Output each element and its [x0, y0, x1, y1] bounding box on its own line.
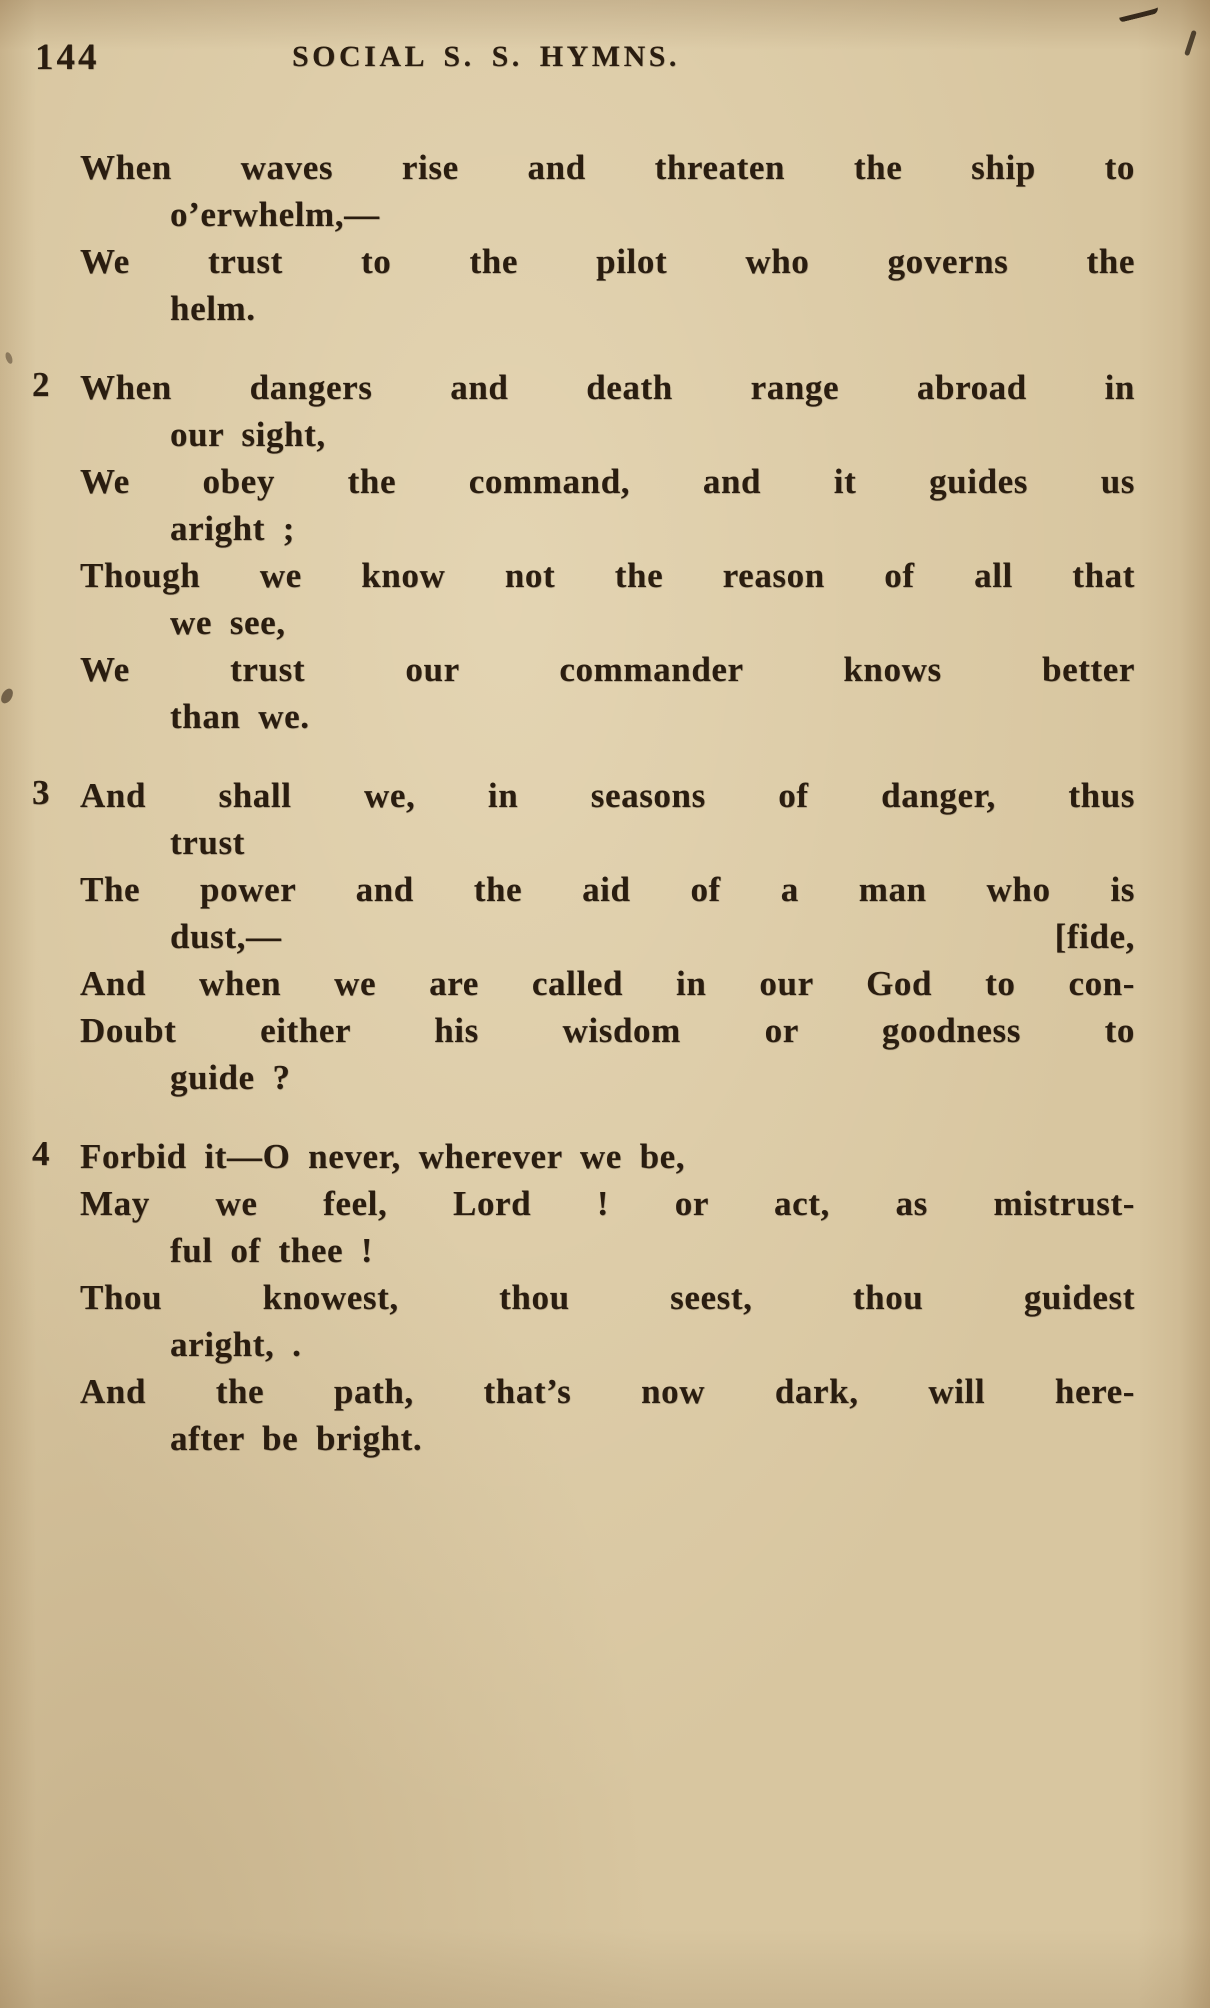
hymn-verse [32, 1133, 1135, 1462]
verse-line-text: We trust our commander knows better [80, 650, 1135, 689]
verse-line-text: we see, [170, 603, 286, 642]
verse-line-text: When dangers and death range abroad in [80, 368, 1135, 407]
verse-line-text: We obey the command, and it guides us [80, 462, 1135, 501]
verse-line [80, 866, 1135, 913]
verse-line [80, 960, 1135, 1007]
verse-line-text: And the path, that’s now dark, will here- [80, 1372, 1135, 1411]
verse-line [80, 285, 1135, 332]
verse-line-text: guide ? [170, 1058, 291, 1097]
scan-mark-corner [1117, 0, 1159, 23]
scan-mark-edge [1184, 30, 1197, 56]
verse-line [80, 505, 1135, 552]
verse-line [80, 772, 1135, 819]
hymn-verse [80, 144, 1135, 332]
verse-line [80, 1368, 1135, 1415]
page-number: 144 [35, 37, 100, 78]
hymn-verse [32, 364, 1135, 740]
verse-line-text: aright, . [170, 1325, 302, 1364]
verse-line [80, 1133, 1135, 1180]
verse-line-text: When waves rise and threaten the ship to [80, 148, 1135, 187]
scan-mark-left-2 [4, 351, 14, 364]
verse-line-text: o’erwhelm,— [170, 195, 380, 234]
verse-line [80, 1007, 1135, 1054]
verse-line-text: helm. [170, 289, 256, 328]
page-header [35, 36, 1135, 88]
verse-line-text: May we feel, Lord ! or act, as mistrust- [80, 1184, 1135, 1223]
hymn-text [32, 144, 1135, 1462]
verse-line [80, 1054, 1135, 1101]
verse-line [80, 411, 1135, 458]
verse-line [80, 1227, 1135, 1274]
verse-line-text: after be bright. [170, 1419, 423, 1458]
verse-number: 4 [32, 1134, 50, 1173]
verse-line-text: Forbid it—O never, wherever we be, [80, 1137, 686, 1176]
verse-line-text: And shall we, in seasons of danger, thus [80, 776, 1135, 815]
running-title: SOCIAL S. S. HYMNS. [292, 40, 680, 73]
verse-line-text: than we. [170, 697, 310, 736]
verse-line [80, 238, 1135, 285]
verse-line [80, 599, 1135, 646]
verse-line [80, 1274, 1135, 1321]
verse-line [80, 693, 1135, 740]
verse-line [80, 646, 1135, 693]
verse-line-text: And when we are called in our God to con- [80, 964, 1135, 1003]
verse-number: 3 [32, 773, 50, 812]
verse-line-text: aright ; [170, 509, 295, 548]
verse-line-text: ful of thee ! [170, 1231, 374, 1270]
verse-line [80, 1180, 1135, 1227]
scan-mark-left [0, 687, 15, 706]
verse-line-text: We trust to the pilot who governs the [80, 242, 1135, 281]
verse-line-text: dust,— [170, 917, 282, 956]
verse-line [80, 458, 1135, 505]
verse-line-text: Thou knowest, thou seest, thou guidest [80, 1278, 1135, 1317]
verse-line-text: Though we know not the reason of all that [80, 556, 1135, 595]
verse-line-text: trust [170, 823, 245, 862]
verse-line-text: Doubt either his wisdom or goodness to [80, 1011, 1135, 1050]
verse-line [80, 144, 1135, 191]
verse-line [80, 364, 1135, 411]
verse-number: 2 [32, 365, 50, 404]
verse-line [80, 913, 1135, 960]
verse-line [80, 1321, 1135, 1368]
verse-line-text: our sight, [170, 415, 326, 454]
verse-line [80, 191, 1135, 238]
catchword: [fide, [1054, 917, 1135, 956]
verse-line [80, 552, 1135, 599]
verse-line-text: The power and the aid of a man who is [80, 870, 1135, 909]
verse-line [80, 1415, 1135, 1462]
verse-line [80, 819, 1135, 866]
hymn-verse [32, 772, 1135, 1101]
